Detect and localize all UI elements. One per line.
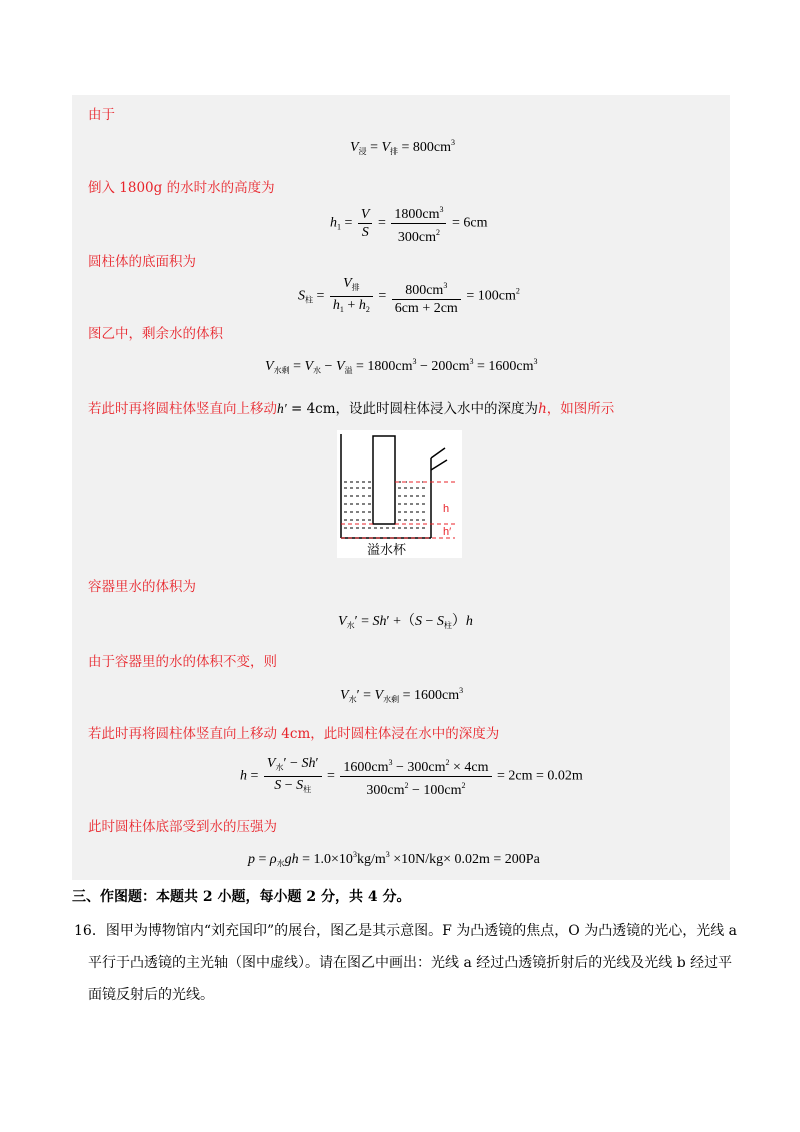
question-text: 16．图甲为博物馆内“刘充国印”的展台，图乙是其示意图。F 为凸透镜的焦点，O 为凸透镜的光心，光线 a bbox=[74, 923, 738, 939]
equation: $V_水' = Sh' +(S - S_柱)h$ bbox=[338, 614, 473, 630]
equation: $V_浸 = V_排 = 800cm^3$ bbox=[350, 138, 456, 156]
equation: $V_{水剩} = V_水 - V_溢 = 1800cm^3 - 200cm^3 = 1600cm^3$ bbox=[265, 357, 538, 375]
text-line: 若此时再将圆柱体竖直向上移动h′ = 4cm，设此时圆柱体浸入水中的深度为h，如图所示 bbox=[88, 401, 615, 417]
text-line: 若此时再将圆柱体竖直向上移动 4cm，此时圆柱体浸在水中的深度为 bbox=[88, 726, 500, 742]
equation: $S_柱$ = $\frac{V_排}{h_1 + h_2}$ = $\frac{800cm^3}{6cm + 2cm}$ = $100cm^2$ bbox=[298, 276, 520, 316]
text-line: 此时圆柱体底部受到水的压强为 bbox=[88, 819, 277, 835]
text-line: 圆柱体的底面积为 bbox=[88, 254, 196, 270]
equation: $V_水' = V_{水剩} = 1600cm^3$ bbox=[340, 686, 464, 704]
equation: $p = \rho_水gh = 1.0\times 10^3kg/m^3 \times 10N/kg\times 0.02m = 200Pa$ bbox=[248, 850, 540, 868]
label-h: h bbox=[443, 503, 450, 515]
label-h-prime: h′ bbox=[443, 526, 452, 538]
equation: $h_1$ = $\frac{V}{S}$ = $\frac{1800cm^3}{300cm^2}$ = 6cm bbox=[330, 202, 487, 245]
figure-caption: 溢水杯 bbox=[367, 543, 407, 558]
text-line: 容器里水的体积为 bbox=[88, 579, 196, 595]
text-line: 由于 bbox=[88, 107, 115, 123]
equation: h = $\frac{V_水' - Sh'}{S - S_柱}$ = $\frac{1600cm^3 - 300cm^2 \times 4cm}{300cm^2 - 100cm^2}$ = 2cm = 0.02m bbox=[240, 756, 583, 798]
text-line: 由于容器里的水的体积不变，则 bbox=[88, 654, 277, 670]
text-line: 图乙中，剩余水的体积 bbox=[88, 326, 223, 342]
overflow-cup-figure bbox=[337, 430, 462, 558]
section-heading: 三、作图题：本题共 2 小题，每小题 2 分，共 4 分。 bbox=[72, 889, 411, 905]
text-line: 倒入 1800g 的水时水的高度为 bbox=[88, 180, 275, 196]
question-text: 平行于凸透镜的主光轴（图中虚线）。请在图乙中画出：光线 a 经过凸透镜折射后的光线及光线 b 经过平 bbox=[88, 955, 733, 971]
overflow-cup-diagram bbox=[337, 430, 462, 558]
question-text: 面镜反射后的光线。 bbox=[88, 987, 214, 1003]
